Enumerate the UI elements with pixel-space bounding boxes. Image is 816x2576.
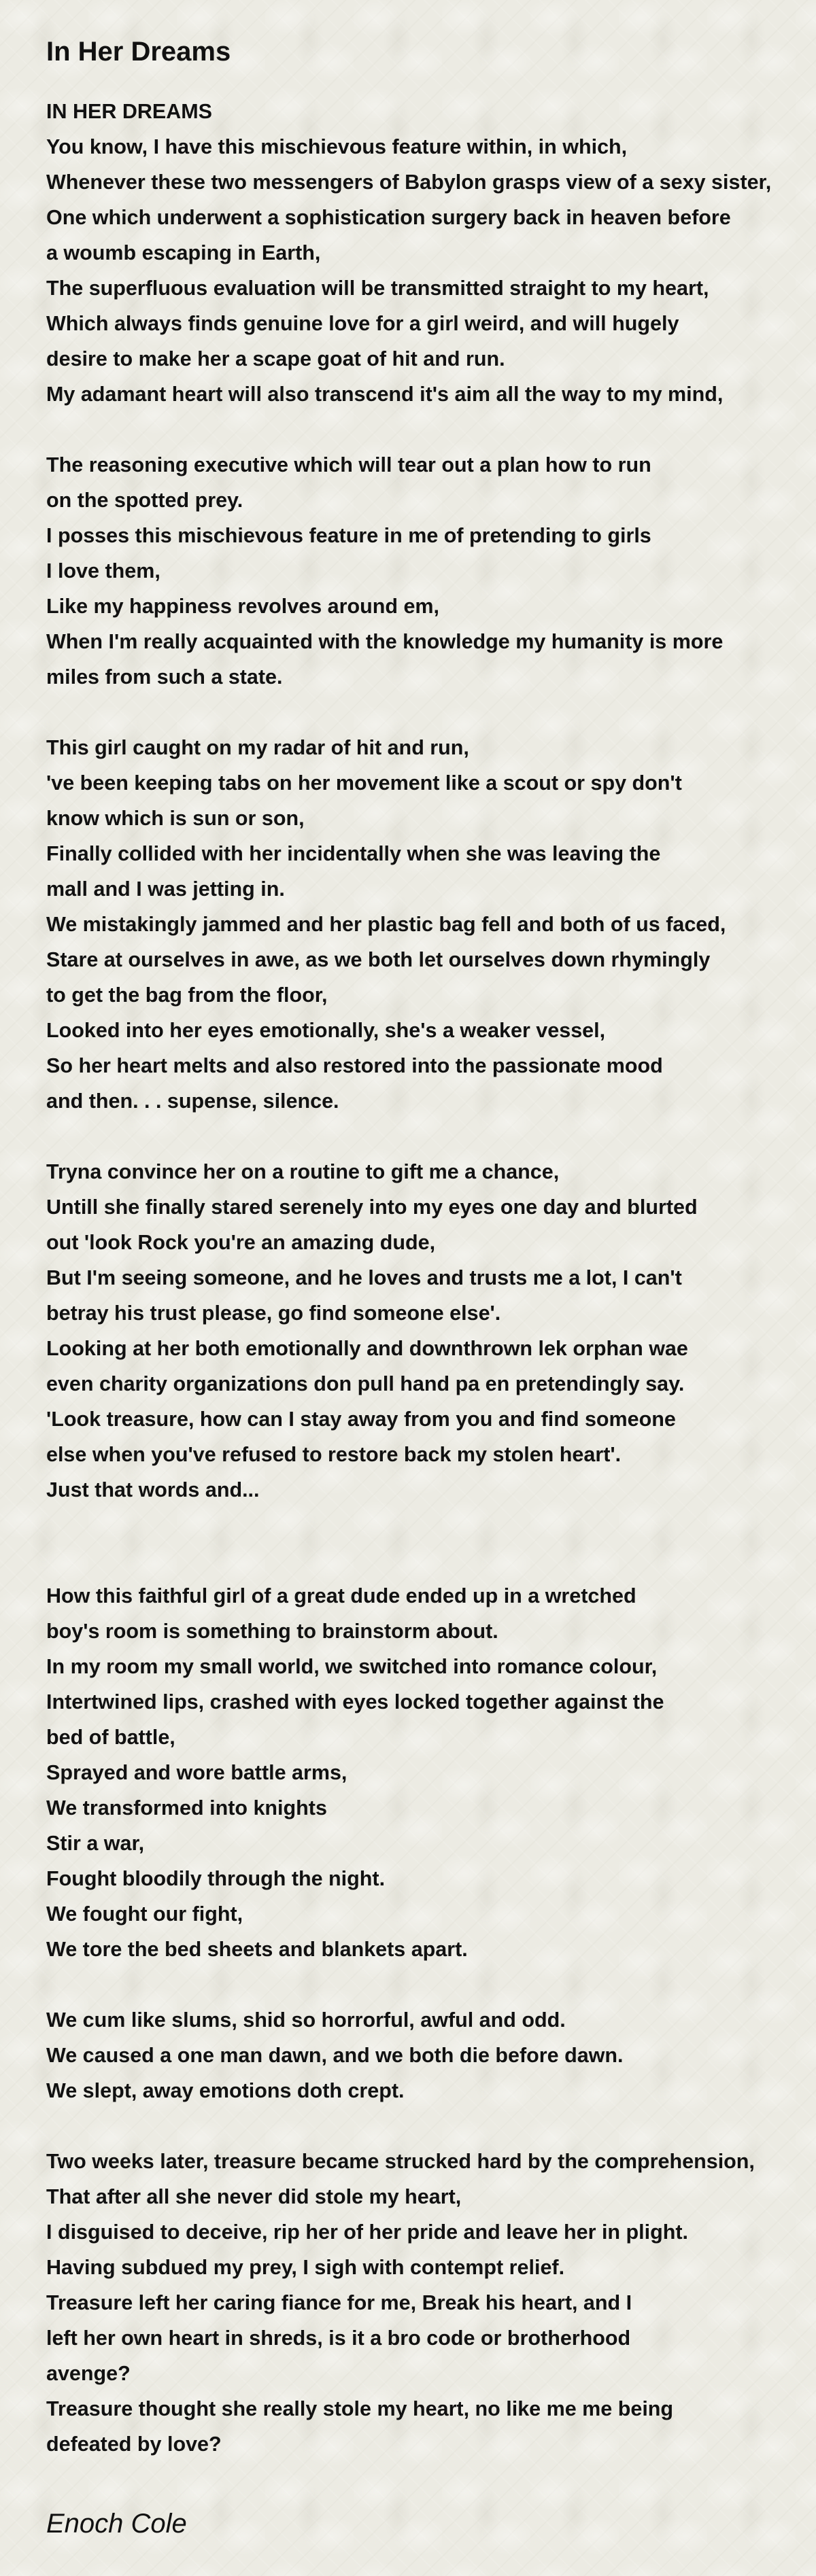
stanza-break xyxy=(46,2108,808,2144)
poem-line: Looked into her eyes emotionally, she's a weaker vessel, xyxy=(46,1019,606,1042)
poem-line: My adamant heart will also transcend it's aim all the way to my mind, xyxy=(46,383,724,406)
poem-line: Having subdued my prey, I sigh with contempt relief. xyxy=(46,2256,565,2279)
poem-line: In my room my small world, we switched into romance colour, xyxy=(46,1655,658,1678)
poem-line: But I'm seeing someone, and he loves and trusts me a lot, I can't xyxy=(46,1266,682,1289)
poem-line: Treasure thought she really stole my heart, no like me me being xyxy=(46,2397,674,2420)
poem-line: You know, I have this mischievous feature within, in which, xyxy=(46,135,628,158)
poem-line: out 'look Rock you're an amazing dude, xyxy=(46,1231,436,1254)
stanza-break xyxy=(46,1508,808,1543)
stanza-break xyxy=(46,1543,808,1578)
poem-line: miles from such a state. xyxy=(46,665,283,689)
poem-body xyxy=(46,94,808,2462)
poem-line: bed of battle, xyxy=(46,1726,175,1749)
poem-line: When I'm really acquainted with the knowledge my humanity is more xyxy=(46,630,724,653)
poem-line: to get the bag from the floor, xyxy=(46,984,328,1007)
poem-line: We cum like slums, shid so horrorful, awful and odd. xyxy=(46,2008,566,2032)
poem-line: Stare at ourselves in awe, as we both let ourselves down rhymingly xyxy=(46,948,711,971)
poem-line: Tryna convince her on a routine to gift me a chance, xyxy=(46,1160,560,1183)
poem-line: We transformed into knights xyxy=(46,1796,327,1820)
poem-line: We caused a one man dawn, and we both die before dawn. xyxy=(46,2044,624,2067)
poem-line: Untill she finally stared serenely into my eyes one day and blurted xyxy=(46,1196,698,1219)
poem-line: We slept, away emotions doth crept. xyxy=(46,2079,405,2102)
poem-line: How this faithful girl of a great dude ended up in a wretched xyxy=(46,1584,636,1607)
poem-line: IN HER DREAMS xyxy=(46,100,213,123)
poem-line: Looking at her both emotionally and downthrown lek orphan wae xyxy=(46,1337,688,1360)
poem-line: So her heart melts and also restored into the passionate mood xyxy=(46,1054,663,1077)
poem-line: left her own heart in shreds, is it a bro code or brotherhood xyxy=(46,2327,631,2350)
poem-line: Intertwined lips, crashed with eyes locked together against the xyxy=(46,1690,664,1713)
poem-line: I love them, xyxy=(46,559,160,582)
poem-line: know which is sun or son, xyxy=(46,807,305,830)
poem-title: In Her Dreams xyxy=(46,37,231,67)
poem-line: a woumb escaping in Earth, xyxy=(46,241,321,264)
poem-line: This girl caught on my radar of hit and run, xyxy=(46,736,469,759)
poem-line: We fought our fight, xyxy=(46,1902,243,1926)
poem-line: even charity organizations don pull hand pa en pretendingly say. xyxy=(46,1372,685,1395)
poem-line: Stir a war, xyxy=(46,1832,145,1855)
poem-line: else when you've refused to restore back my stolen heart'. xyxy=(46,1443,622,1466)
stanza-break xyxy=(46,1967,808,2002)
poem-line: The superfluous evaluation will be transmitted straight to my heart, xyxy=(46,277,709,300)
poem-line: mall and I was jetting in. xyxy=(46,877,285,901)
poem-author: Enoch Cole xyxy=(46,2509,187,2539)
poem-line: Treasure left her caring fiance for me, Break his heart, and I xyxy=(46,2291,632,2314)
poem-line: defeated by love? xyxy=(46,2433,222,2456)
poem-line: Two weeks later, treasure became strucked hard by the comprehension, xyxy=(46,2150,755,2173)
poem-line: Fought bloodily through the night. xyxy=(46,1867,386,1890)
poem-line: We tore the bed sheets and blankets apart. xyxy=(46,1938,468,1961)
stanza-break xyxy=(46,1119,808,1154)
poem-line: 've been keeping tabs on her movement like a scout or spy don't xyxy=(46,771,682,795)
poem-line: Like my happiness revolves around em, xyxy=(46,595,440,618)
poem-line: Sprayed and wore battle arms, xyxy=(46,1761,347,1784)
poem-line: Finally collided with her incidentally when she was leaving the xyxy=(46,842,661,865)
poem-line: avenge? xyxy=(46,2362,131,2385)
poem-line: That after all she never did stole my heart, xyxy=(46,2185,462,2208)
poem-line: betray his trust please, go find someone else'. xyxy=(46,1302,501,1325)
poem-line: The reasoning executive which will tear out a plan how to run xyxy=(46,453,651,476)
poem-line: desire to make her a scape goat of hit and run. xyxy=(46,347,505,370)
poem-line: I posses this mischievous feature in me of pretending to girls xyxy=(46,524,651,547)
stanza-break xyxy=(46,412,808,447)
poem-line: Just that words and... xyxy=(46,1478,260,1501)
poem-line: and then. . . supense, silence. xyxy=(46,1090,339,1113)
poem-line: I disguised to deceive, rip her of her pride and leave her in plight. xyxy=(46,2221,689,2244)
poem-line: Whenever these two messengers of Babylon grasps view of a sexy sister, xyxy=(46,171,772,194)
poem-line: boy's room is something to brainstorm about. xyxy=(46,1620,498,1643)
poem-line: One which underwent a sophistication surgery back in heaven before xyxy=(46,206,731,229)
poem-line: We mistakingly jammed and her plastic bag fell and both of us faced, xyxy=(46,913,726,936)
poem-line: 'Look treasure, how can I stay away from you and find someone xyxy=(46,1408,676,1431)
poem-line: Which always finds genuine love for a girl weird, and will hugely xyxy=(46,312,679,335)
poem-line: on the spotted prey. xyxy=(46,489,243,512)
stanza-break xyxy=(46,695,808,730)
